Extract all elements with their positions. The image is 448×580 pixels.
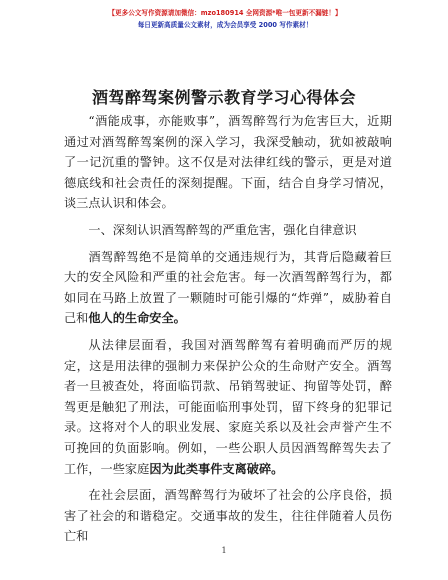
paragraph-intro xyxy=(64,111,392,214)
paragraph-intro-text: “酒能成事，亦能败事”，酒驾醉驾行为危害巨大，近期通过对酒驾醉驾案例的深入学习，我深受触动，犹如被敲响了一记沉重的警钟。这不仅是对法律红线的警示，更是对道德底线和社会责任的深刻提醒。下面，结合自身学习情况，谈三点认识和体会。 xyxy=(64,114,392,211)
promo-banner-line-2: 每日更新高质量公文素材，成为会员享受 2000 写作素材！ xyxy=(137,21,313,29)
promo-banner xyxy=(70,7,380,31)
paragraph-social-text: 在社会层面，酒驾醉驾行为破坏了社会的公序良俗，损害了社会的和谐稳定。交通事故的发生，往往伴随着人员伤亡和 xyxy=(64,488,392,544)
paragraph-social xyxy=(64,485,392,547)
section-heading-1 xyxy=(64,220,392,241)
paragraph-harm-text: 酒驾醉驾绝不是简单的交通违规行为，其背后隐藏着巨大的安全风险和严重的社会危害。每一次酒驾醉驾行为，都如同在马路上放置了一颗随时可能引爆的“炸弹”，威胁着自己和 xyxy=(64,249,392,326)
page-number: 1 xyxy=(221,546,227,555)
section-heading-1-text: 一、深刻认识酒驾醉驾的严重危害，强化自律意识 xyxy=(88,222,357,237)
paragraph-harm xyxy=(64,247,392,329)
document-title: 酒驾醉驾案例警示教育学习心得体会 xyxy=(91,88,356,107)
paragraph-legal xyxy=(64,335,392,479)
promo-banner-line-1: 【更多公文写作资源请加微信：mzo180914 全网资源*唯一包更新不漏链！】 xyxy=(108,9,342,17)
paragraph-legal-text: 从法律层面看，我国对酒驾醉驾有着明确而严厉的规定，这是用法律的强制力来保护公众的生命财产安全。酒驾者一旦被查处，将面临罚款、吊销驾驶证、拘留等处罚，醉驾更是触犯了刑法，可能面临刑事处罚，留下终身的犯罪记录。这将对个人的职业发展、家庭关系以及社会声誉产生不可挽回的负面影响。例如，一些公职人员因酒驾醉驾失去了工作，一些家庭 xyxy=(64,337,392,476)
paragraph-harm-bold-text: 他人的生命安全。 xyxy=(88,311,186,326)
paragraph-legal-bold-text: 因为此类事件支离破碎。 xyxy=(149,461,284,476)
document-body xyxy=(64,111,392,547)
